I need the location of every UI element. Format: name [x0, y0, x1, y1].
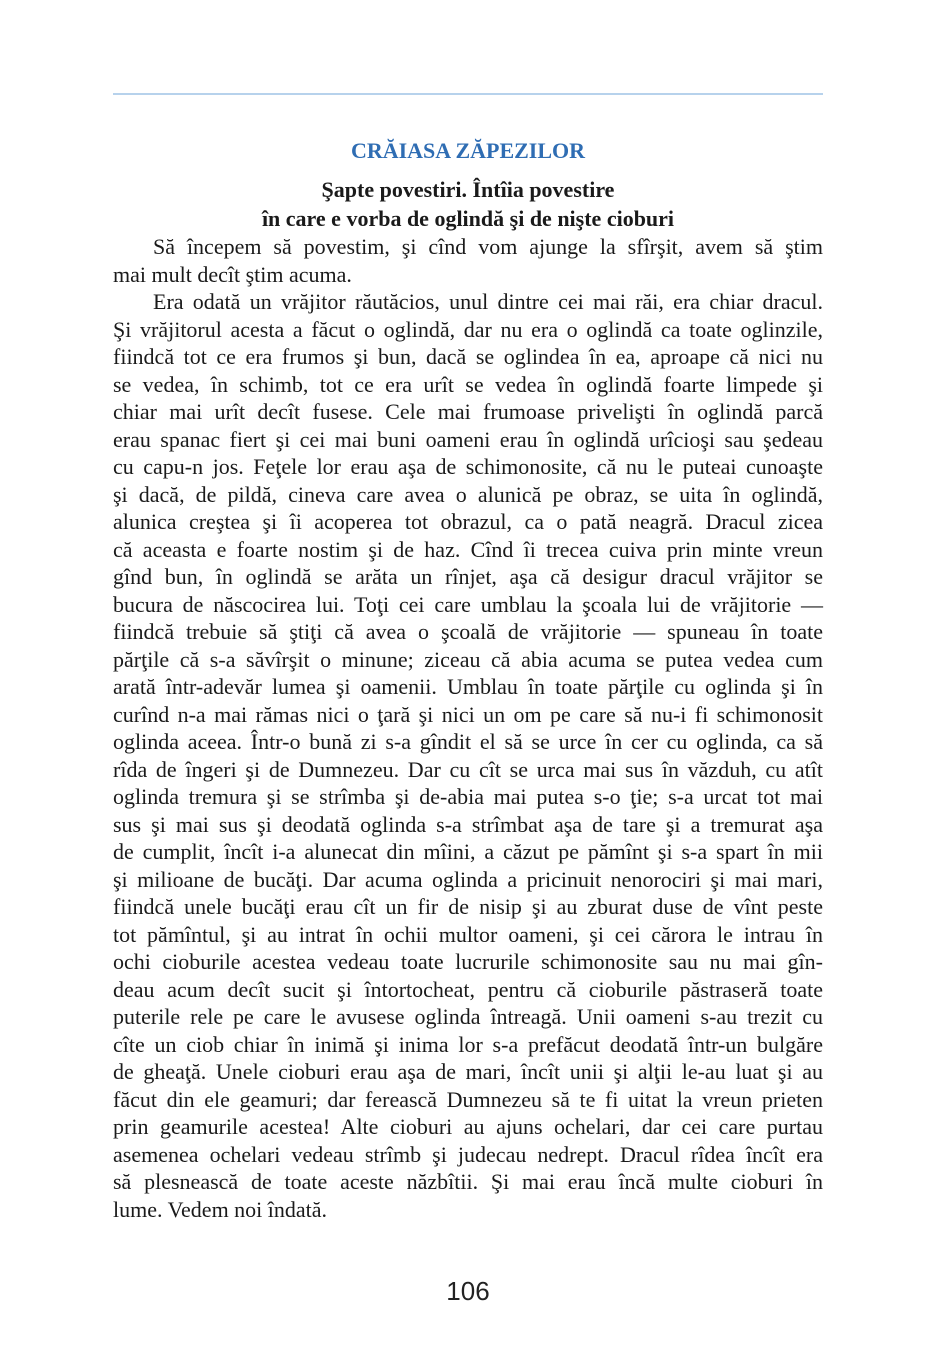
text-line: cu capu-n jos. Feţele lor erau aşa de schimonosite, că nu le puteai cunoaşte — [113, 454, 823, 479]
text-line: şi dacă, de pildă, cineva care avea o alunică pe obraz, se uita în oglindă, — [113, 481, 823, 507]
text-line: să plesnească de toate aceste năzbîtii. Şi mai erau încă multe cioburi în — [113, 1169, 823, 1194]
text-line: fiindcă tot ce era frumos şi bun, dacă se oglindea în ea, aproape că nici nu — [113, 344, 823, 369]
text-line: oglinda aceea. Într-o bună zi s-a gîndit el să se urce în cer cu oglinda, ca să — [113, 729, 823, 754]
text-line: deau acum decît sucit şi întortocheat, pentru că cioburile păstraseră toate — [113, 976, 823, 1002]
section-subtitle — [113, 175, 823, 233]
text-line: arată într-adevăr lumea şi oamenii. Umblau în toate părţile cu oglinda şi în — [113, 674, 823, 699]
subtitle-line: în care e vorba de oglindă şi de nişte cioburi — [261, 206, 675, 231]
text-line: asemenea ochelari vedeau strîmb şi judecau nedrept. Dracul rîdea încît era — [113, 1141, 823, 1167]
text-line: rîda de îngeri şi de Dumnezeu. Dar cu cît se urca mai sus în văzduh, cu atît — [113, 756, 823, 782]
body-text — [113, 233, 823, 1223]
text-line: prin geamurile acestea! Alte cioburi au ajuns ochelari, dar cei care purtau — [113, 1114, 823, 1139]
text-line: Şi vrăjitorul acesta a făcut o oglindă, dar nu era o oglindă ca toate oglinzile, — [113, 316, 823, 342]
text-line: oglinda tremura şi se strîmba şi de-abia mai putea s-o ţie; s-a urcat tot mai — [113, 784, 823, 809]
text-line: cîte un ciob chiar în inimă şi inima lor s-a prefăcut deodată într-un bulgăre — [113, 1031, 823, 1057]
paragraph — [113, 233, 823, 288]
text-line: părţile că s-a săvîrşit o minune; ziceau că abia acuma se putea vedea cum — [113, 646, 823, 672]
text-line: se vedea, în schimb, tot ce era urît se vedea în oglindă foarte limpede şi — [113, 371, 823, 397]
text-line: curînd n-a mai rămas nici o ţară şi nici un om pe care să nu-i fi schimonosit — [113, 701, 823, 727]
text-line: de cumplit, încît i-a alunecat din mîini, a căzut pe pămînt şi s-a spart în mii — [113, 839, 823, 864]
text-line: Să începem să povestim, şi cînd vom ajunge la sfîrşit, avem să ştim — [153, 234, 823, 259]
text-line: lume. Vedem noi îndată. — [113, 1196, 328, 1222]
text-line: fiindcă trebuie să ştiţi că avea o şcoală de vrăjitorie — spuneau în toate — [113, 619, 823, 644]
chapter-title: CRĂIASA ZĂPEZILOR — [350, 138, 586, 163]
text-line: mai mult decît ştim acuma. — [113, 261, 352, 287]
paragraph — [113, 288, 823, 1223]
text-line: puterile rele pe care le avusese oglinda întreagă. Unii oameni s-au trezit cu — [113, 1004, 823, 1029]
text-line: sus şi mai sus şi deodată oglinda s-a strîmbat aşa de tare şi a tremurat aşa — [113, 811, 823, 837]
text-line: erau spanac fiert şi cei mai buni oameni erau în oglindă urîcioşi sau şedeau — [113, 426, 823, 452]
text-line: că aceasta e foarte nostim şi de haz. Cînd îi trecea cuiva prin minte vreun — [113, 536, 823, 562]
subtitle-line: Şapte povestiri. Întîia povestire — [321, 177, 615, 202]
text-line: ochi cioburile acestea vedeau toate lucrurile schimonosite sau nu mai gîn- — [113, 949, 823, 974]
text-line: chiar mai urît decît fusese. Cele mai frumoase privelişti în oglindă parcă — [113, 399, 823, 424]
text-line: bucura de născocirea lui. Toţi cei care umblau la şcoala lui de vrăjitorie — — [113, 591, 823, 617]
text-line: alunica creştea şi îi acoperea tot obrazul, ca o pată neagră. Dracul zicea — [113, 509, 823, 534]
text-line: făcut din ele geamuri; dar ferească Dumnezeu să te fi uitat la vreun prieten — [113, 1086, 823, 1112]
text-line: gînd bun, în oglindă se arăta un rînjet, aşa că desigur dracul vrăjitor se — [113, 564, 823, 589]
text-line: şi milioane de bucăţi. Dar acuma oglinda a pricinuit nenorociri şi mai mari, — [113, 866, 823, 892]
page-number: 106 — [446, 1276, 490, 1306]
text-line: de gheaţă. Unele cioburi erau aşa de mari, încît unii şi alţii le-au luat şi au — [113, 1059, 823, 1084]
text-line: Era odată un vrăjitor răutăcios, unul dintre cei mai răi, era chiar dracul. — [153, 289, 823, 314]
header-rule — [113, 93, 823, 95]
text-line: fiindcă unele bucăţi erau cît un fir de nisip şi au zburat duse de vînt peste — [113, 894, 823, 919]
text-line: tot pămîntul, şi au intrat în ochii multor oameni, şi cei cărora le intrau în — [113, 921, 823, 947]
